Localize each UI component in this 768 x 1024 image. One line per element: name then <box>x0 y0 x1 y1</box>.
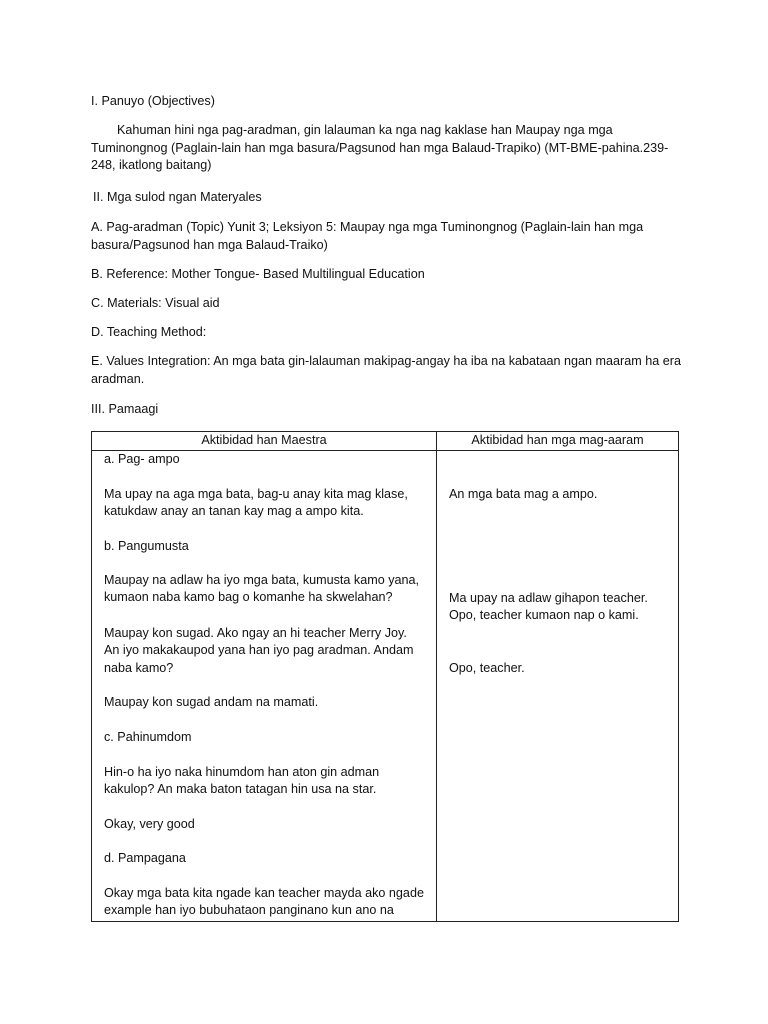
step-greeting-title: b. Pangumusta <box>104 538 189 553</box>
teacher-line: Maupay na adlaw ha iyo mga bata, kumusta kamo yana, kumaon naba kamo bag o komanhe ha skwelahan? <box>104 572 420 604</box>
step-review-title: c. Pahinumdom <box>104 729 192 744</box>
table-header-row <box>92 432 679 451</box>
pupil-line: Ma upay na adlaw gihapon teacher. Opo, teacher kumaon nap o kami. <box>449 590 648 622</box>
pupil-activity-cell <box>437 450 679 921</box>
pupil-line: Opo, teacher. <box>449 660 525 675</box>
teaching-method-item: D. Teaching Method: <box>91 325 207 339</box>
teacher-line: Hin-o ha iyo naka hinumdom han aton gin adman kakulop? An maka baton tatagan hin usa na star. <box>104 764 380 796</box>
objectives-heading: I. Panuyo (Objectives) <box>91 94 215 108</box>
materials-item: C. Materials: Visual aid <box>91 296 220 310</box>
step-motivation-title: d. Pampagana <box>104 850 186 865</box>
pupil-line: An mga bata mag a ampo. <box>449 486 598 501</box>
teacher-line: Okay, very good <box>104 816 195 831</box>
teacher-line: Maupay kon sugad andam na mamati. <box>104 694 319 709</box>
teacher-activity-header: Aktibidad han Maestra <box>92 432 437 451</box>
activities-table <box>91 431 679 922</box>
topic-item: A. Pag-aradman (Topic) Yunit 3; Leksiyon 5: Maupay nga mga Tuminongnog (Paglain-lain han mga basura/Pagsunod han mga Balaud-Traiko) <box>91 220 644 252</box>
materials-heading: II. Mga sulod ngan Materyales <box>93 190 262 204</box>
step-prayer-title: a. Pag- ampo <box>104 451 180 466</box>
values-integration-item: E. Values Integration: An mga bata gin-lalauman makipag-angay ha iba na kabataan ngan maaram ha era aradman. <box>91 354 681 386</box>
objectives-body: Kahuman hini nga pag-aradman, gin lalauman ka nga nag kaklase han Maupay nga mga Tuminongnog (Paglain-lain han mga basura/Pagsunod han mga Balaud-Trapiko) (MT-BME-pahina.239-248, ikatlong baitang) <box>91 123 669 172</box>
table-row <box>92 450 679 921</box>
teacher-line: Maupay kon sugad. Ako ngay an hi teacher Merry Joy. An iyo makakaupod yana han iyo pag aradman. Andam naba kamo? <box>104 625 414 675</box>
teacher-activity-cell <box>92 450 437 921</box>
teacher-line: Okay mga bata kita ngade kan teacher mayda ako ngade example han iyo bubuhataon panginano kun ano na <box>104 885 424 917</box>
reference-item: B. Reference: Mother Tongue- Based Multilingual Education <box>91 267 425 281</box>
teacher-line: Ma upay na aga mga bata, bag-u anay kita mag klase, katukdaw anay an tanan kay mag a ampo kita. <box>104 486 408 518</box>
procedure-heading: III. Pamaagi <box>91 402 159 416</box>
pupil-activity-header: Aktibidad han mga mag-aaram <box>437 432 679 451</box>
